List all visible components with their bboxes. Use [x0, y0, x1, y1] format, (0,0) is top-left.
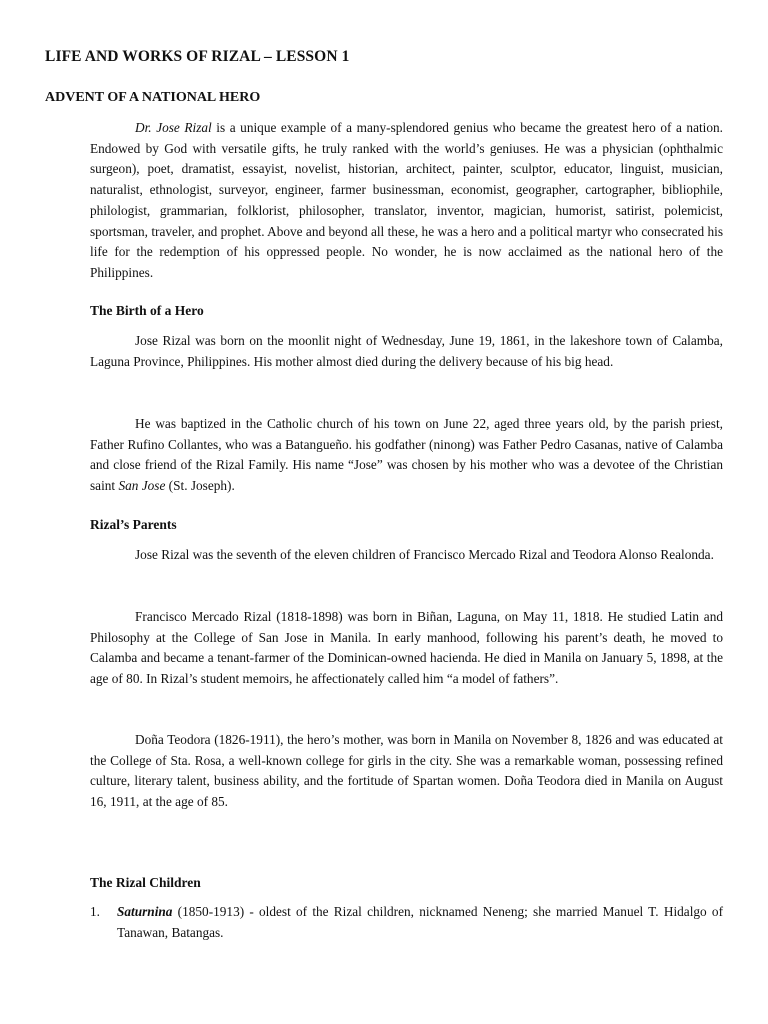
parents-paragraph-3: Doña Teodora (1826-1911), the hero’s mother, was born in Manila on November 8, 1826 and was educated at the College of Sta. Rosa, a well-known college for girls in the city. She was a remarkable woman, possessing refined culture, literary talent, business ability, and the fortitude of Spartan women. Doña Teodora died in Manila on August 16, 1911, at the age of 85.: [90, 732, 723, 810]
children-heading: The Rizal Children: [90, 875, 201, 890]
intro-text: is a unique example of a many-splendored genius who became the greatest hero of a nation. Endowed by God with versatile gifts, he truly ranked with the world’s geniuses. He was a physician (ophthalmic surgeon), poet, dramatist, essayist, novelist, historian, architect, painter, sculptor, educator, linguist, musician, naturalist, ethnologist, surveyor, engineer, farmer businessman, economist, geographer, cartographer, bibliophile, philologist, grammarian, folklorist, philosopher, translator, inventor, magician, humorist, satirist, polemicist, sportsman, traveler, and prophet. Above and beyond all these, he was a hero and a political martyr who consecrated his life for the redemption of his oppressed people. No wonder, he is now acclaimed as the national hero of the Philippines.: [90, 120, 723, 280]
children-list: [90, 902, 723, 943]
birth-p2-after: (St. Joseph).: [165, 478, 235, 494]
list-item: [90, 902, 723, 943]
list-item-number: 1.: [90, 904, 100, 919]
birth-p2-italic: San Jose: [118, 478, 166, 494]
birth-paragraph-2: [90, 414, 723, 497]
parents-heading: Rizal’s Parents: [90, 517, 177, 532]
intro-paragraph: [90, 118, 723, 284]
parents-paragraph-2: Francisco Mercado Rizal (1818-1898) was born in Biñan, Laguna, on May 11, 1818. He studied Latin and Philosophy at the College of San Jose in Manila. In early manhood, following his parent’s death, he moved to Calamba and became a tenant-farmer of the Dominican-owned hacienda. He died in Manila on January 5, 1898, at the age of 80. In Rizal’s student memoirs, he affectionately called him “a model of fathers”.: [90, 609, 723, 687]
birth-paragraph-1: Jose Rizal was born on the moonlit night of Wednesday, June 19, 1861, in the lakeshore town of Calamba, Laguna Province, Philippines. His mother almost died during the delivery because of his big head.: [90, 333, 723, 369]
parents-paragraph-1: Jose Rizal was the seventh of the eleven children of Francisco Mercado Rizal and Teodora Alonso Realonda.: [135, 547, 714, 562]
birth-p2-before: He was baptized in the Catholic church of his town on June 22, aged three years old, by the parish priest, Father Rufino Collantes, who was a Batangueño. his godfather (ninong) was Father Pedro Casanas, native of Calamba and close friend of the Rizal Family. His name “Jose” was chosen by his mother who was a devotee of the Christian saint: [90, 416, 723, 494]
list-item-text: (1850-1913) - oldest of the Rizal children, nicknamed Neneng; she married Manuel T. Hidalgo of Tanawan, Batangas.: [117, 904, 723, 940]
intro-name-italic: Dr. Jose Rizal: [135, 120, 212, 135]
birth-heading: The Birth of a Hero: [90, 303, 204, 318]
list-item-name: Saturnina: [117, 904, 173, 919]
document-title: LIFE AND WORKS OF RIZAL – LESSON 1: [45, 48, 350, 65]
section-title: ADVENT OF A NATIONAL HERO: [45, 90, 261, 105]
